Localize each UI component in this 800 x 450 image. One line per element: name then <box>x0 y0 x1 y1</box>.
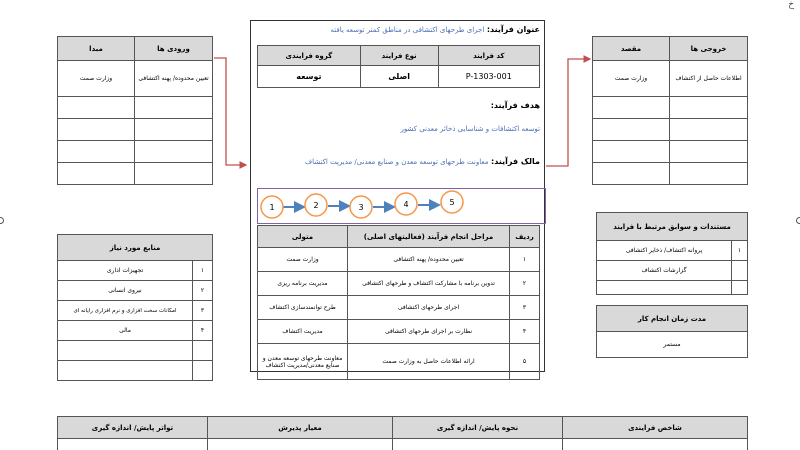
process-card <box>250 20 545 372</box>
source-cell: وزارت صمت <box>58 61 135 97</box>
step-number: ۳ <box>510 296 540 320</box>
step-responsible: مدیریت اکتشاف <box>258 320 348 344</box>
table-row <box>597 241 748 261</box>
table-row <box>597 261 748 281</box>
step-number: ۱ <box>510 248 540 272</box>
step-activity: ارائه اطلاعات حاصل به وزارت صمت <box>348 344 510 380</box>
process-to-outputs-arrow <box>546 59 590 166</box>
process-title-value: اجرای طرحهای اکتشافی در مناطق کمتر توسعه یافته <box>330 26 485 34</box>
process-title-row <box>331 25 541 34</box>
process-flow-box <box>257 188 546 224</box>
inputs-header: ورودی ها <box>135 37 213 61</box>
row-number-header: ردیف <box>510 226 540 248</box>
outputs-header: خروجی ها <box>670 37 748 61</box>
table-row <box>58 321 213 341</box>
step-activity: تعیین محدوده/ پهنه اکتشافی <box>348 248 510 272</box>
measurement-frequency-header: تواتر پایش/ اندازه گیری <box>58 417 208 439</box>
step-number: ۲ <box>510 272 540 296</box>
table-row <box>258 344 540 380</box>
input-cell: تعیین محدوده/ پهنه اکتشافی <box>135 61 213 97</box>
indicators-table <box>57 416 748 450</box>
document-number: ۱ <box>732 241 748 261</box>
left-edge-handle[interactable] <box>0 217 4 224</box>
process-owner-row <box>305 157 540 166</box>
process-owner-label: مالک فرآیند: <box>491 157 540 166</box>
inputs-table <box>57 36 213 185</box>
step-responsible: معاونت طرحهای توسعه معدن و صنایع معدنی/مدیریت اکتشاف <box>258 344 348 380</box>
process-flow-diagram <box>258 189 547 225</box>
process-goal-value: توسعه اکتشافات و شناسایی ذخائر معدنی کشور <box>400 125 540 133</box>
process-group-header: گروه فرایندی <box>258 46 361 66</box>
resource-name: تجهیزات اداری <box>58 261 193 281</box>
resource-name: نیروی انسانی <box>58 281 193 301</box>
resource-name: امکانات سخت افزاری و نرم افزاری رایانه ای <box>58 301 193 321</box>
documents-header: مستندات و سوابق مرتبط با فرایند <box>597 213 748 241</box>
resources-table <box>57 234 213 381</box>
step-responsible: مدیریت برنامه ریزی <box>258 272 348 296</box>
document-number <box>732 261 748 281</box>
step-responsible: وزارت صمت <box>258 248 348 272</box>
step-number: ۵ <box>510 344 540 380</box>
process-type-header: نوع فرایند <box>360 46 438 66</box>
flow-step-label: 4 <box>403 200 409 209</box>
resource-number: ۲ <box>193 281 213 301</box>
flow-step-label: 2 <box>313 201 319 210</box>
process-steps-table <box>257 225 540 380</box>
source-header: مبدا <box>58 37 135 61</box>
process-group-value: توسعه <box>258 66 361 88</box>
process-owner-value: معاونت طرحهای توسعه معدن و صنایع معدنی/ مدیریت اکتشاف <box>304 158 489 166</box>
output-cell: اطلاعات حاصل از اکتشاف <box>670 61 748 97</box>
duration-header: مدت زمان انجام کار <box>597 306 748 332</box>
process-goal-label: هدف فرآیند: <box>490 101 540 110</box>
document-name: پروانه اکتشاف/ ذخایر اکتشافی <box>597 241 732 261</box>
flow-step-label: 5 <box>449 198 455 207</box>
table-row <box>258 248 540 272</box>
step-number: ۴ <box>510 320 540 344</box>
process-info-table <box>257 45 540 88</box>
resource-name: مالی <box>58 321 193 341</box>
right-edge-handle[interactable] <box>796 217 800 224</box>
table-row <box>258 272 540 296</box>
activity-header: مراحل انجام فرآیند (فعالیتهای اصلی) <box>348 226 510 248</box>
indicator-header: شاخص فرایندی <box>563 417 748 439</box>
resource-number: ۴ <box>193 321 213 341</box>
inputs-to-process-arrow <box>214 58 246 165</box>
table-row <box>258 296 540 320</box>
document-name: گزارشات اکتشاف <box>597 261 732 281</box>
resource-number: ۱ <box>193 261 213 281</box>
table-row <box>58 261 213 281</box>
table-row <box>58 301 213 321</box>
acceptance-criteria-header: معیار پذیرش <box>208 417 393 439</box>
resource-number: ۳ <box>193 301 213 321</box>
flow-step-label: 1 <box>269 203 275 212</box>
step-activity: نظارت بر اجرای طرحهای اکتشافی <box>348 320 510 344</box>
process-code-header: کد فرایند <box>438 46 539 66</box>
destination-cell: وزارت صمت <box>593 61 670 97</box>
flow-step-label: 3 <box>358 203 364 212</box>
step-responsible: طرح توانمندسازی اکتشاف <box>258 296 348 320</box>
table-row <box>258 320 540 344</box>
process-code-value: P-1303-001 <box>438 66 539 88</box>
duration-table <box>596 305 748 358</box>
responsible-header: متولی <box>258 226 348 248</box>
resources-header: منابع مورد نیاز <box>58 235 213 261</box>
documents-table <box>596 212 748 295</box>
outputs-table <box>592 36 748 185</box>
table-row <box>58 281 213 301</box>
duration-value: مستمر <box>597 332 748 358</box>
measurement-method-header: نحوه پایش/ اندازه گیری <box>393 417 563 439</box>
destination-header: مقصد <box>593 37 670 61</box>
step-activity: تدوین برنامه با مشارکت اکتشاف و طرحهای اکتشافی <box>348 272 510 296</box>
process-type-value: اصلی <box>360 66 438 88</box>
process-title-label: عنوان فرآیند: <box>486 25 540 34</box>
corner-mark: خ <box>788 0 794 10</box>
step-activity: اجرای طرحهای اکتشافی <box>348 296 510 320</box>
